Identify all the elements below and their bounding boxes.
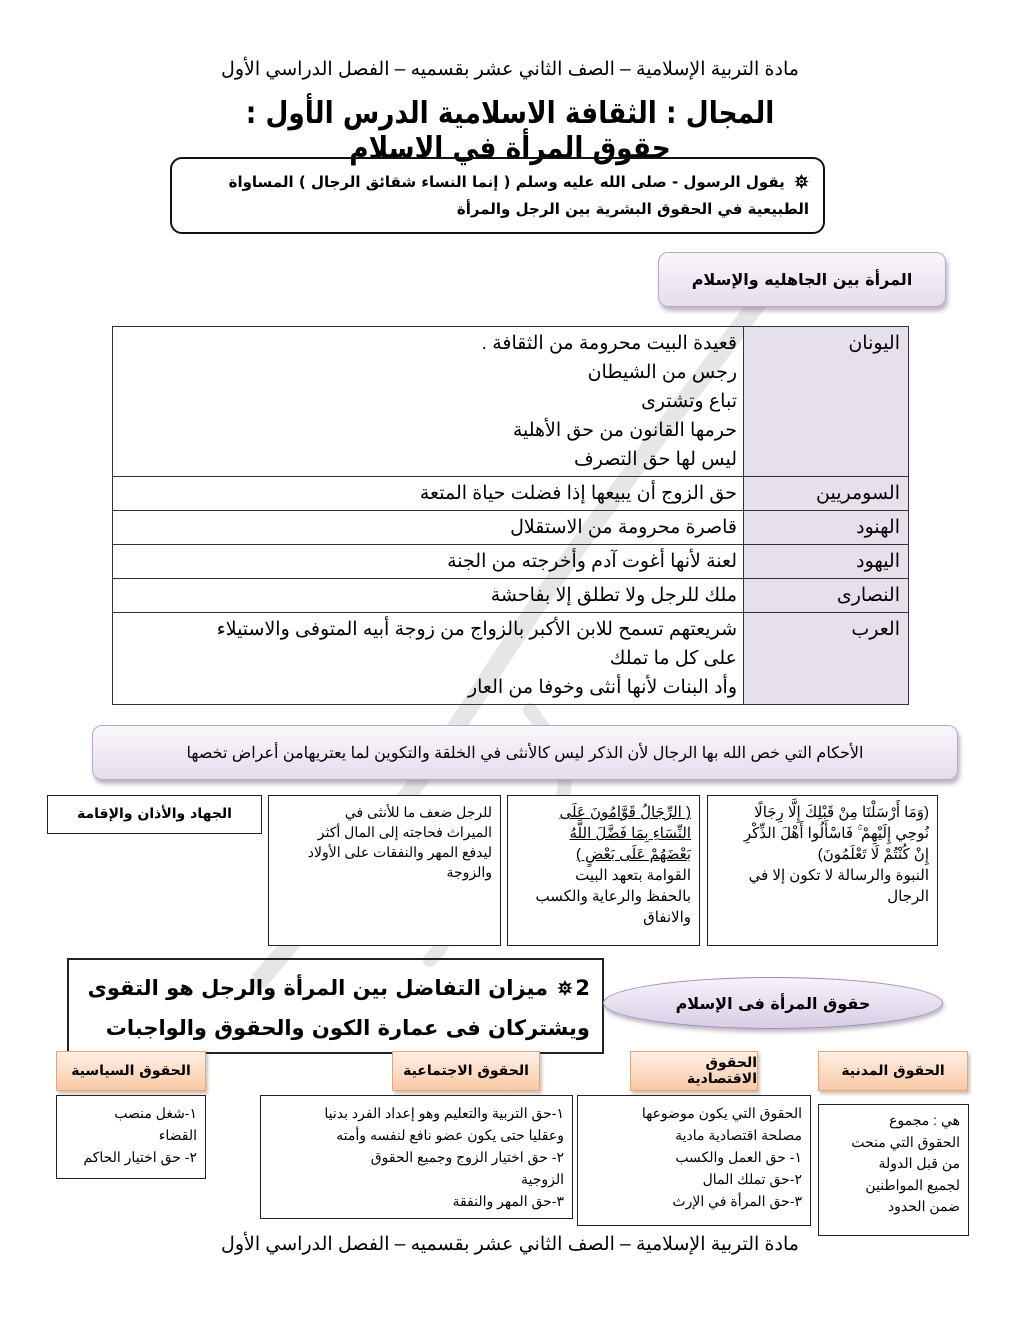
note-line: والزوجة [446, 864, 492, 880]
description-line: شريعتهم تسمح للابن الأكبر بالزواج من زوجة أبيه المتوفى والاستيلاء [216, 619, 737, 640]
rights-line: لجميع المواطنين [865, 1176, 960, 1193]
subject-footer: مادة التربية الإسلامية – الصف الثاني عشر بقسميه – الفصل الدراسي الأول [221, 1234, 799, 1255]
rights-line: ٢-حق تملك المال [702, 1171, 802, 1187]
table-row [113, 613, 909, 705]
table-row [113, 511, 909, 545]
description-line: تباع وتشترى [641, 391, 737, 412]
description-cell [113, 579, 744, 613]
description-line: حق الزوج أن يبيعها إذا فضلت حياة المتعة [419, 483, 737, 504]
note-line: بالحفظ والرعاية والكسب [535, 888, 691, 905]
hadith-text: يقول الرسول - صلى الله عليه وسلم ( إنما النساء شقائق الرجال ) المساواة الطبيعية في الحقوق البشرية بين الرجل والمرأة [228, 173, 809, 218]
rights-line: ٢- حق اختيار الزوج وجميع الحقوق [370, 1149, 564, 1165]
description-line: قعيدة البيت محرومة من الثقافة . [481, 333, 737, 354]
jihad-box: الجهاد والأذان والإقامة [47, 795, 262, 834]
rights-line: الحقوق التي يكون موضوعها [641, 1105, 802, 1121]
description-line: ملك للرجل ولا تطلق إلا بفاحشة [490, 585, 737, 606]
economic-rights-box [577, 1095, 811, 1226]
inheritance-box [268, 795, 501, 946]
note-line: الميراث فحاجته إلى المال أكثر [317, 824, 492, 840]
hadith-box [170, 157, 825, 234]
section-tab-jahiliya: المرأة بين الجاهليه والإسلام [658, 252, 946, 307]
taqwa-text-1: ميزان التفاضل بين المرأة والرجل هو التقوى [87, 976, 549, 1000]
rights-line: مصلحة اقتصادية مادية [675, 1127, 802, 1143]
description-cell [113, 511, 744, 545]
political-rights-box [56, 1095, 206, 1179]
table-row [113, 545, 909, 579]
rights-line: وعقليا حتى يكون عضو نافع لنفسه وأمته [336, 1127, 564, 1143]
political-rights-tab: الحقوق السياسية [56, 1051, 206, 1091]
civilization-cell: العرب [744, 613, 909, 705]
rights-line: ١- حق العمل والكسب [675, 1149, 802, 1165]
civilization-cell: النصارى [744, 579, 909, 613]
description-line: لعنة لأنها أغوت آدم وأخرجته من الجنة [447, 551, 737, 572]
civilization-cell: الهنود [744, 511, 909, 545]
table-row [113, 477, 909, 511]
verse-line: ( الرِّجَالُ قَوَّامُونَ عَلَى [559, 804, 691, 821]
description-line: حرمها القانون من حق الأهلية [512, 420, 737, 441]
verse-line: النِّسَاءِ بِمَا فَضَّلَ اللَّهُ [569, 825, 691, 842]
verse-line: إِنْ كُنْتُمْ لَا تَعْلَمُونَ) [817, 846, 929, 863]
note-line: والانفاق [643, 909, 691, 926]
verse-line: بَعْضَهُمْ عَلَى بَعْضٍ ) [575, 846, 691, 863]
rights-line: ١-حق التربية والتعليم وهو إعداد الفرد بدنيا [324, 1105, 564, 1121]
description-line: قاصرة محرومة من الاستقلال [510, 517, 737, 538]
description-line: على كل ما تملك [609, 648, 737, 669]
qawama-box [507, 795, 700, 946]
subject-header: مادة التربية الإسلامية – الصف الثاني عشر بقسميه – الفصل الدراسي الأول [221, 59, 799, 80]
description-cell [113, 613, 744, 705]
rights-line: ضمن الحدود [887, 1198, 960, 1214]
economic-rights-tab: الحقوق الاقتصادية [630, 1051, 758, 1091]
note-line: القوامة بتعهد البيت [575, 867, 691, 884]
taqwa-line-2: ويشتركان فى عمارة الكون والحقوق والواجبات [105, 1016, 590, 1040]
taqwa-number: 2 [575, 976, 590, 1000]
note-line: للرجل ضعف ما للأنثى في [344, 804, 492, 820]
prophecy-box [707, 795, 938, 946]
description-cell [113, 477, 744, 511]
rights-line: الحقوق التي منحت [851, 1133, 960, 1150]
social-rights-box [260, 1095, 573, 1219]
civilization-cell: السومريين [744, 477, 909, 511]
description-line: وأد البنات لأنها أنثى وخوفا من العار [467, 677, 737, 698]
rights-line: ٢- حق اختيار الحاكم [83, 1149, 197, 1165]
lesson-title: المجال : الثقافة الاسلامية الدرس الأول : حقوق المرأة في الاسلام [245, 96, 775, 166]
rights-line: الزوجية [520, 1171, 564, 1187]
civil-rights-tab: الحقوق المدنية [818, 1051, 968, 1091]
note-line: الرجال [887, 888, 929, 905]
taqwa-line-1 [81, 968, 590, 1008]
rights-line: ١-شغل منصب [114, 1105, 197, 1121]
section-tab-rulings: الأحكام التي خص الله بها الرجال لأن الذكر ليس كالأنثى في الخلقة والتكوين لما يعتريهامن أعراض تخصها [92, 725, 958, 780]
table-row [113, 579, 909, 613]
ornament-star-icon [794, 174, 809, 189]
description-line: رجس من الشيطان [587, 362, 737, 383]
ornament-star-icon [557, 980, 573, 996]
note-line: ليدفع المهر والنفقات على الأولاد [307, 844, 492, 860]
rights-ellipse-heading: حقوق المرأة فى الإسلام [603, 977, 943, 1029]
description-cell [113, 327, 744, 477]
note-line: النبوة والرسالة لا تكون إلا في [748, 867, 929, 884]
rights-line: القضاء [158, 1127, 197, 1143]
rights-line: هي : مجموع [889, 1112, 960, 1128]
verse-line: نُوحِي إِلَيْهِمْ ۚ فَاسْأَلُوا أَهْلَ الذِّكْرِ [743, 825, 929, 842]
table-row [113, 327, 909, 477]
civil-rights-box [818, 1104, 969, 1236]
description-cell [113, 545, 744, 579]
taqwa-box [67, 958, 604, 1054]
rights-line: ٣-حق المرأة في الإرث [672, 1193, 802, 1209]
description-line: ليس لها حق التصرف [574, 449, 737, 470]
civilization-cell: اليهود [744, 545, 909, 579]
social-rights-tab: الحقوق الاجتماعية [392, 1051, 540, 1091]
civilizations-table [112, 326, 909, 705]
rights-line: ٣-حق المهر والنفقة [452, 1193, 564, 1209]
civilization-cell: اليونان [744, 327, 909, 477]
verse-line: (وَمَا أَرْسَلْنَا مِنْ قَبْلِكَ إِلَّا رِجَالًا [754, 804, 929, 821]
rights-line: من قبل الدولة [878, 1155, 960, 1171]
